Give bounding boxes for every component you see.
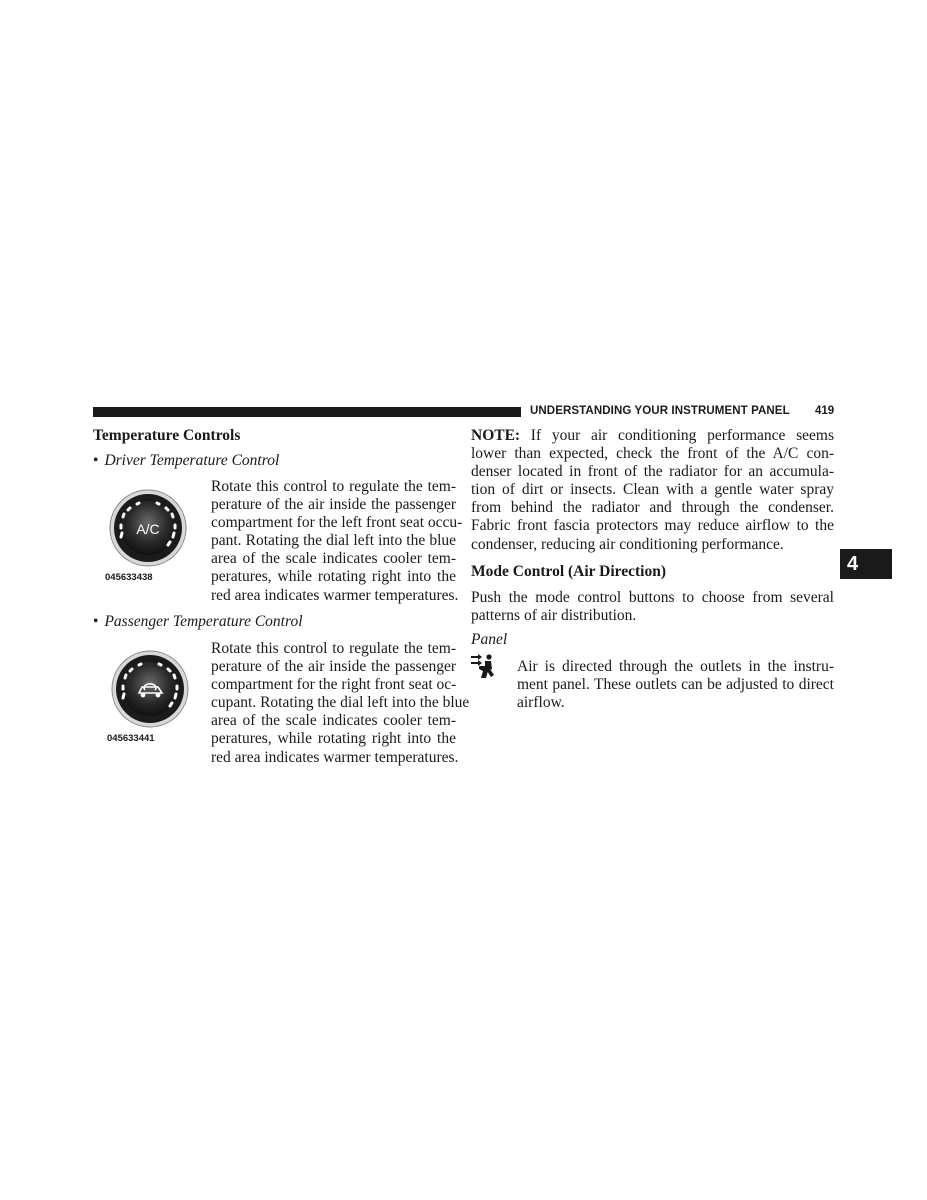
note-label: NOTE: <box>471 427 521 444</box>
text-line: peratures, while rotating right into the <box>211 568 456 586</box>
text-line: denser located in front of the radiator for an accumula- <box>471 463 834 481</box>
driver-description <box>211 478 463 605</box>
panel-mode-icon <box>470 653 496 686</box>
text-line: red area indicates warmer temperatures. <box>211 586 459 604</box>
passenger-temperature-knob-icon <box>109 650 193 728</box>
text-line: Rotate this control to regulate the tem- <box>211 640 456 657</box>
text-line: Air is directed through the outlets in the instru- <box>517 658 834 675</box>
text-line: perature of the air inside the passenger <box>211 496 456 514</box>
bullet-dot: • <box>93 613 99 630</box>
text-line: pant. Rotating the dial left into the blue <box>211 532 456 550</box>
driver-knob-figure <box>107 489 197 583</box>
text-line: airflow. <box>517 694 565 712</box>
chapter-tab: 4 <box>840 549 892 579</box>
note-paragraph <box>471 427 834 554</box>
driver-temperature-knob-icon <box>107 489 191 567</box>
text-line: compartment for the right front seat oc- <box>211 676 457 694</box>
text-line: peratures, while rotating right into the <box>211 730 456 748</box>
text-line: Fabric front fascia protectors may reduce airflow to the <box>471 517 834 535</box>
text-line: lower than expected, check the front of the A/C con- <box>471 445 834 463</box>
panel-subheading: Panel <box>471 631 508 648</box>
mode-paragraph <box>471 589 834 625</box>
header-rule <box>93 407 521 417</box>
text-line: ment panel. These outlets can be adjusted to direct <box>517 676 834 694</box>
text-line: tion of dirt or insects. Clean with a gentle water spray <box>471 481 834 499</box>
passenger-figure-code: 045633441 <box>107 733 155 744</box>
driver-control-bullet <box>93 452 279 470</box>
text-line: area of the scale indicates cooler tem- <box>211 712 456 730</box>
text-line: perature of the air inside the passenger <box>211 658 456 676</box>
text-line: red area indicates warmer temperatures. <box>211 748 459 766</box>
text-line: compartment for the left front seat occu- <box>211 514 463 532</box>
text-line: Rotate this control to regulate the tem- <box>211 478 456 495</box>
passenger-description <box>211 640 470 767</box>
text-line: condenser, reducing air conditioning performance. <box>471 535 784 553</box>
text-line: patterns of air distribution. <box>471 607 637 625</box>
text-line: cupant. Rotating the dial left into the blue <box>211 694 470 712</box>
temperature-controls-heading: Temperature Controls <box>93 427 241 444</box>
knob-ac-label: A/C <box>136 521 160 537</box>
panel-paragraph <box>517 658 834 712</box>
passenger-control-title: Passenger Temperature Control <box>104 613 303 630</box>
mode-control-heading: Mode Control (Air Direction) <box>471 563 667 580</box>
driver-control-title: Driver Temperature Control <box>104 452 280 469</box>
text-line: from behind the radiator and through the condenser. <box>471 499 834 517</box>
page-number: 419 <box>815 405 835 417</box>
section-title: UNDERSTANDING YOUR INSTRUMENT PANEL <box>530 405 790 417</box>
text-line: area of the scale indicates cooler tem- <box>211 550 456 568</box>
note-first-line: If your air conditioning performance seems <box>520 427 834 444</box>
bullet-dot: • <box>93 452 99 469</box>
text-line: Push the mode control buttons to choose from several <box>471 589 834 606</box>
driver-figure-code: 045633438 <box>105 572 153 583</box>
text-line <box>471 427 834 445</box>
passenger-control-bullet <box>93 613 303 631</box>
passenger-knob-figure <box>109 650 199 744</box>
